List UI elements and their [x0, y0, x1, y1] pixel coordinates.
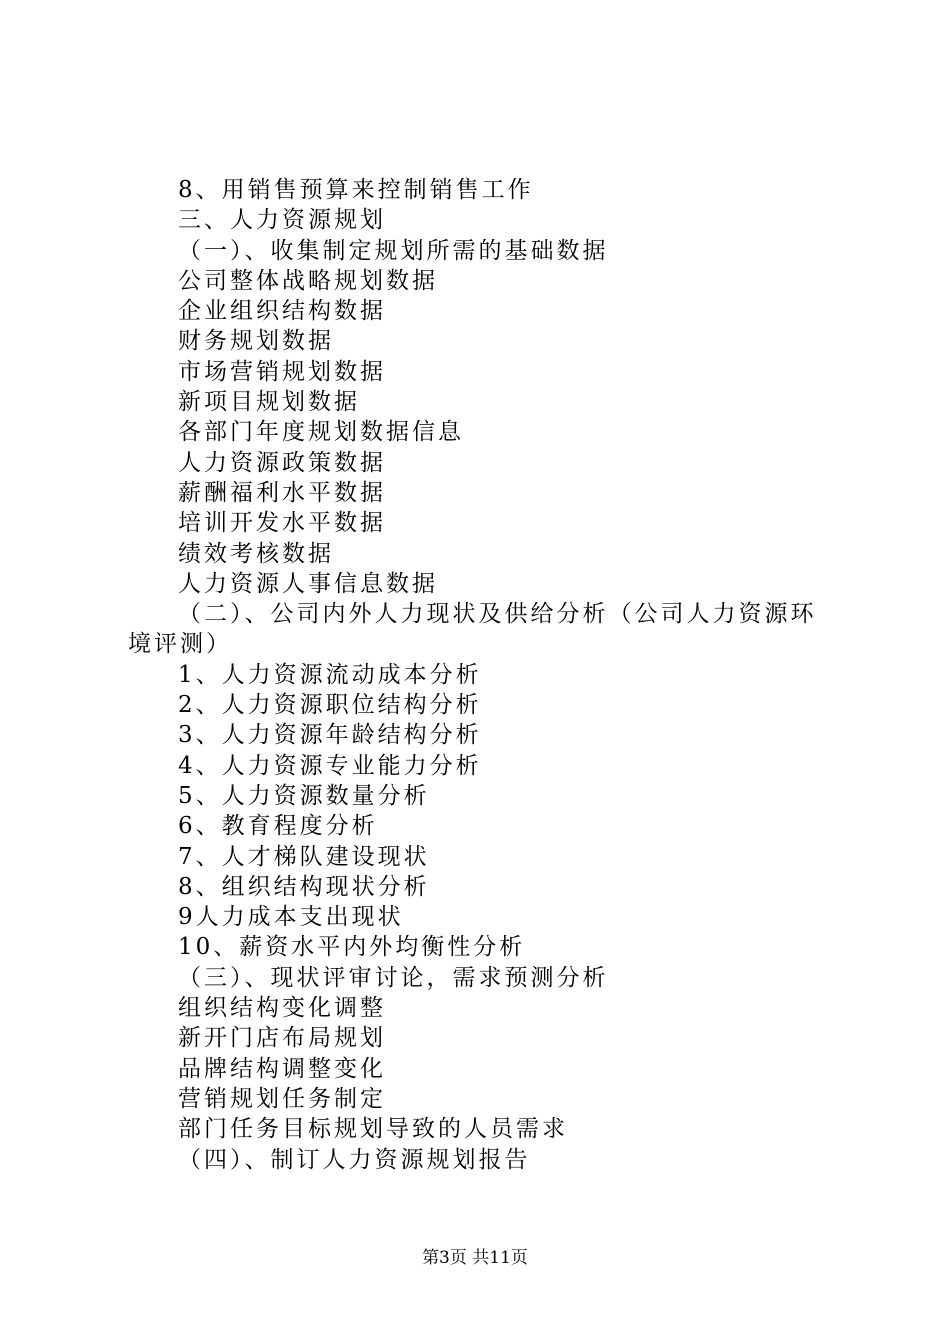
- list-item: 7、人才梯队建设现状: [178, 843, 430, 870]
- list-item: 各部门年度规划数据信息: [178, 419, 464, 446]
- list-item: 10、薪资水平内外均衡性分析: [178, 934, 526, 961]
- list-item: 2、人力资源职位结构分析: [178, 692, 482, 719]
- list-item: 5、人力资源数量分析: [178, 782, 430, 809]
- list-item: 人力资源政策数据: [178, 449, 386, 476]
- page-number-footer: 第3页 共11页: [422, 1248, 528, 1268]
- list-item: 品牌结构调整变化: [178, 1055, 386, 1082]
- list-item: 营销规划任务制定: [178, 1085, 386, 1112]
- list-item: 培训开发水平数据: [178, 510, 386, 537]
- list-item: 组织结构变化调整: [178, 995, 386, 1022]
- subsection-heading: （一）、收集制定规划所需的基础数据: [178, 237, 609, 264]
- list-item: 绩效考核数据: [178, 540, 334, 567]
- section-heading: 三、人力资源规划: [178, 207, 386, 234]
- list-item: 新开门店布局规划: [178, 1025, 386, 1052]
- subsection-heading: （四）、制订人力资源规划报告: [178, 1146, 531, 1173]
- list-item: 部门任务目标规划导致的人员需求: [178, 1116, 568, 1143]
- list-item: 4、人力资源专业能力分析: [178, 752, 482, 779]
- document-body: [128, 175, 838, 1175]
- list-item: 企业组织结构数据: [178, 298, 386, 325]
- list-item: 人力资源人事信息数据: [178, 570, 438, 597]
- subsection-heading-continued: 境评测）: [128, 631, 232, 658]
- list-item: 财务规划数据: [178, 328, 334, 355]
- list-item: 公司整体战略规划数据: [178, 267, 438, 294]
- list-item: 市场营销规划数据: [178, 358, 386, 385]
- list-item: 3、人力资源年龄结构分析: [178, 722, 482, 749]
- subsection-heading: （三）、现状评审讨论，需求预测分析: [178, 964, 609, 991]
- list-item: 1、人力资源流动成本分析: [178, 661, 482, 688]
- list-item: 8、组织结构现状分析: [178, 873, 430, 900]
- subsection-heading: （二）、公司内外人力现状及供给分析（公司人力资源环: [178, 601, 817, 628]
- list-item: 9人力成本支出现状: [178, 904, 404, 931]
- text-line: 8、用销售预算来控制销售工作: [178, 177, 534, 203]
- list-item: 薪酬福利水平数据: [178, 479, 386, 506]
- list-item: 新项目规划数据: [178, 389, 360, 416]
- list-item: 6、教育程度分析: [178, 813, 378, 840]
